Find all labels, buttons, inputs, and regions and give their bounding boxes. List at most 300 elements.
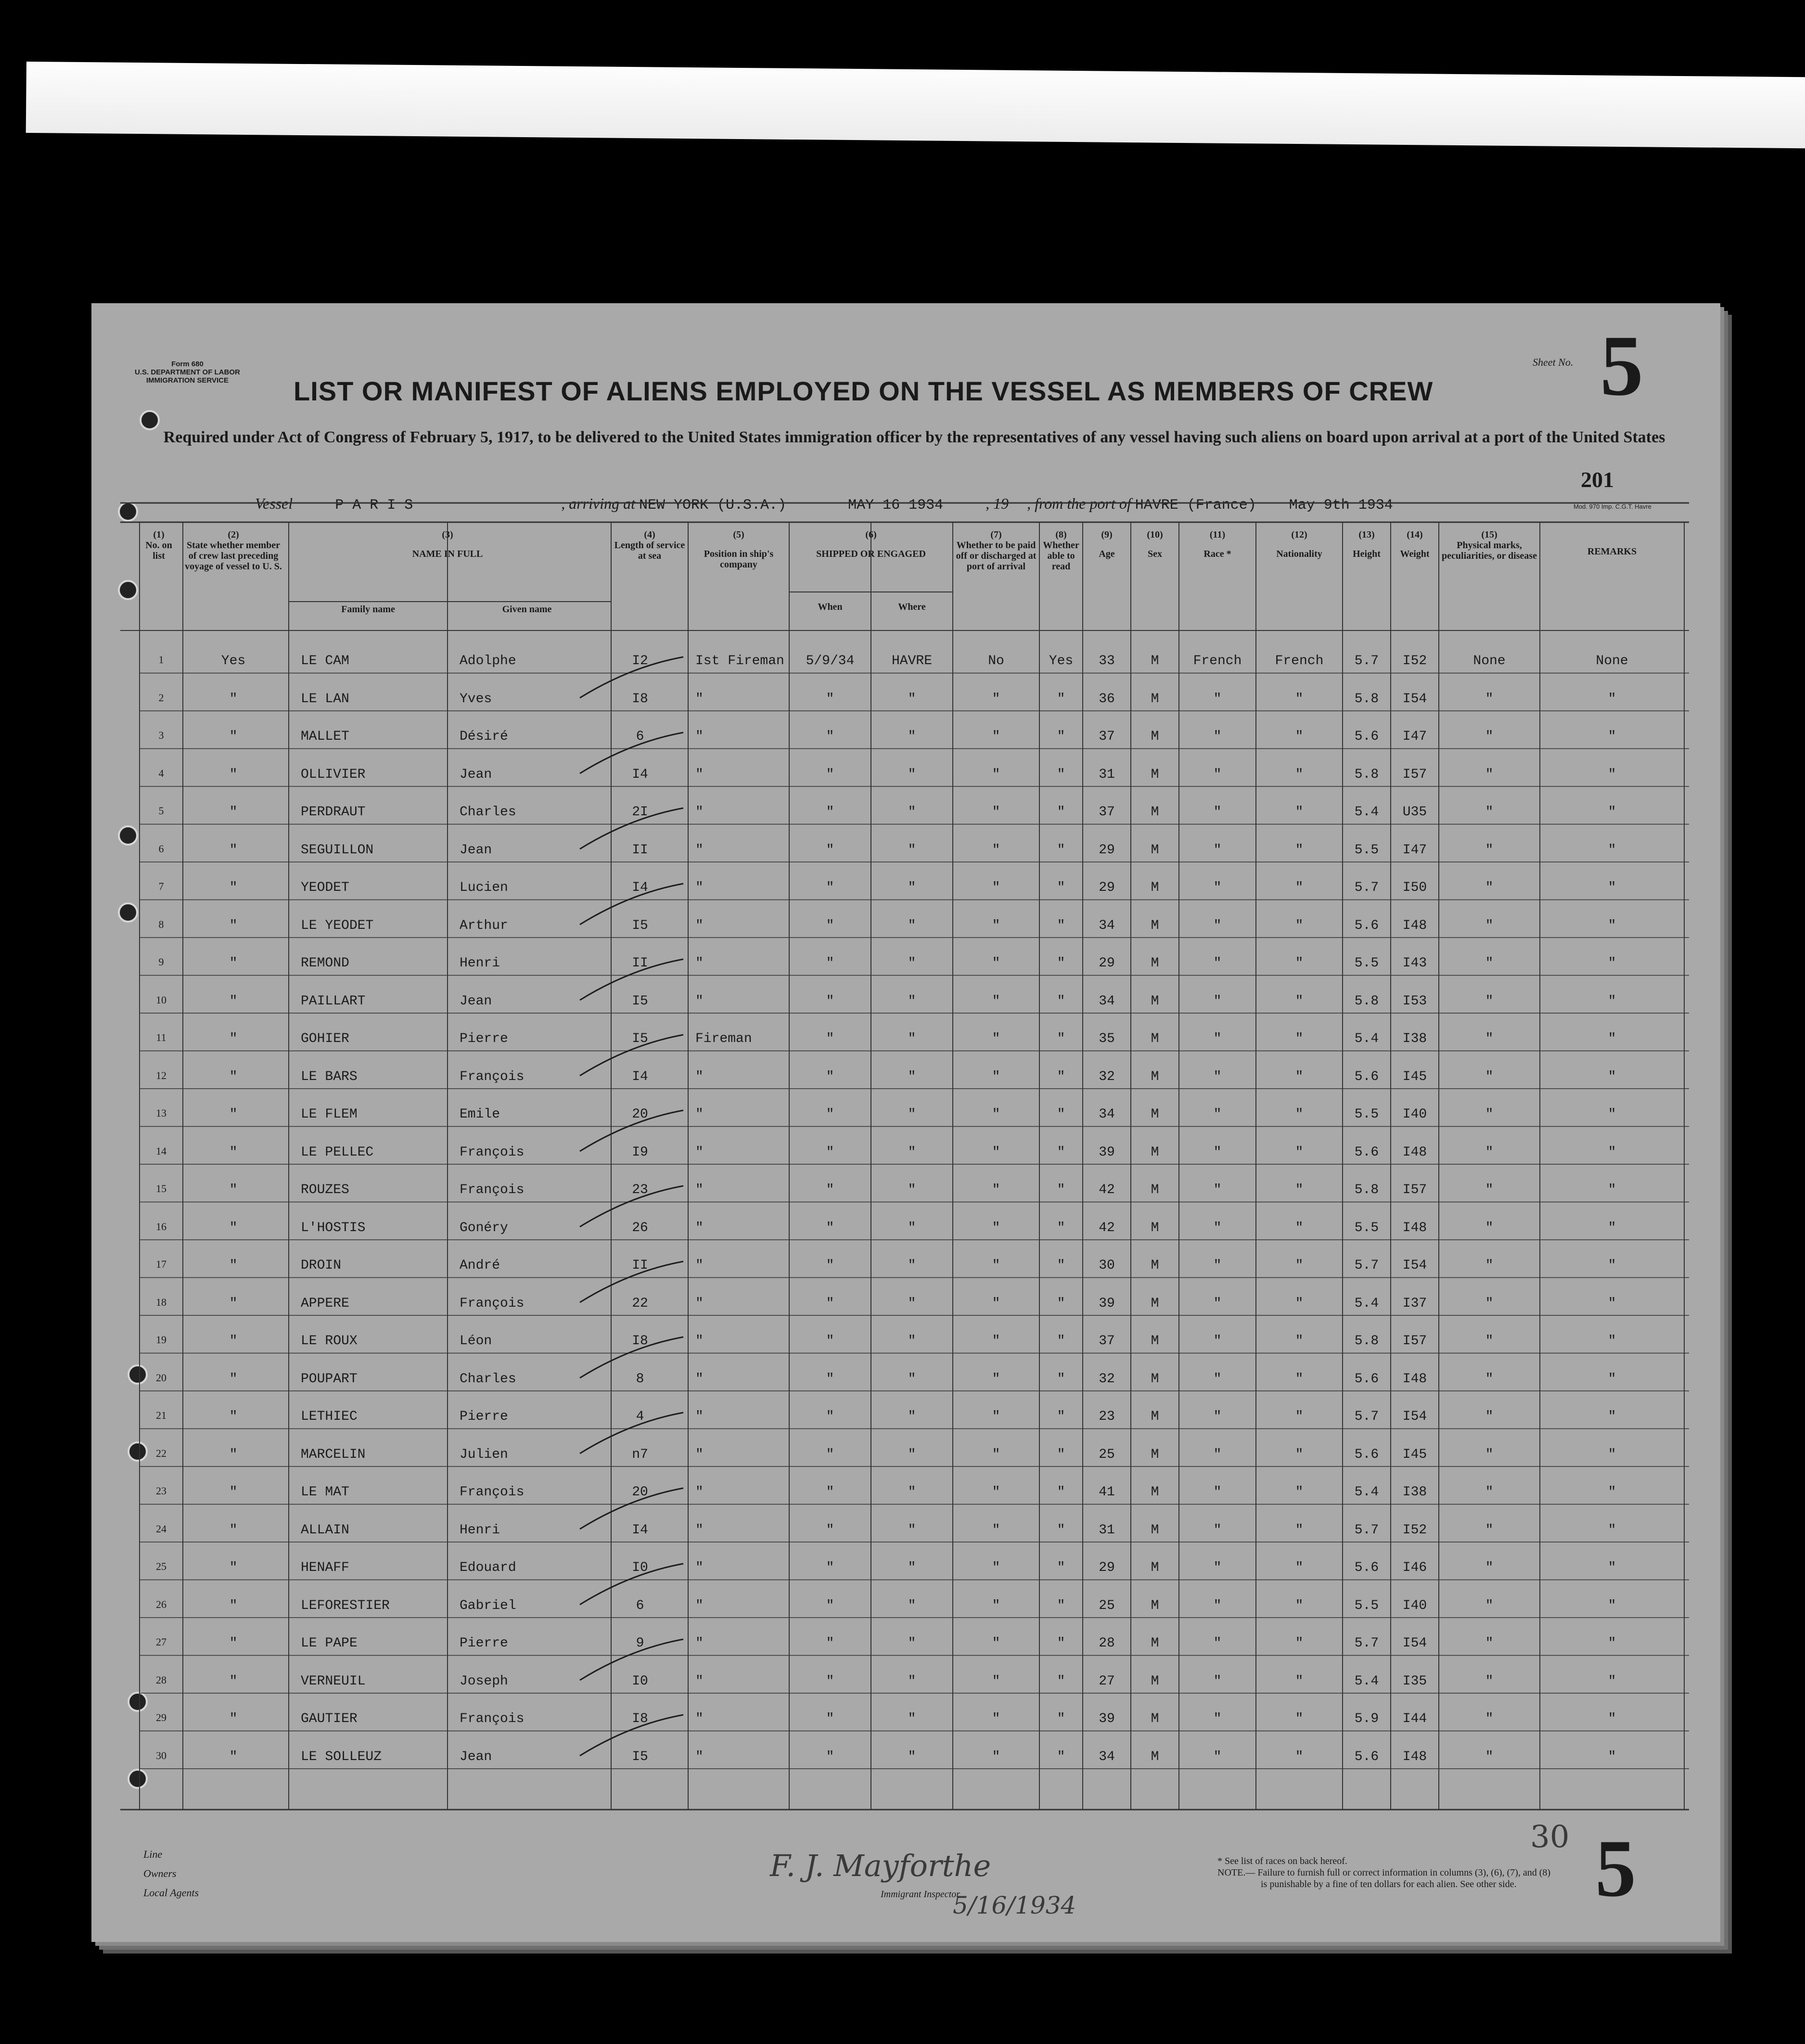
- cell-no: 26: [156, 1598, 166, 1610]
- cell-where: ": [908, 1220, 916, 1235]
- cell-service: 20: [632, 1107, 648, 1122]
- cell-service: 4: [636, 1409, 644, 1424]
- cell-when: ": [826, 1447, 834, 1462]
- cell-paid: ": [992, 1673, 1000, 1689]
- cell-race: ": [1213, 691, 1222, 707]
- cell-given: Gabriel: [460, 1598, 516, 1613]
- cell-nat: ": [1295, 1749, 1304, 1764]
- cell-read: ": [1057, 1183, 1065, 1197]
- cell-paid: ": [992, 880, 1000, 895]
- cell-service: I4: [632, 1069, 648, 1084]
- cell-sex: M: [1151, 956, 1159, 971]
- cell-read: ": [1057, 1522, 1065, 1538]
- cell-position: ": [695, 691, 704, 707]
- cell-position: ": [695, 993, 704, 1009]
- cell-no: 27: [156, 1636, 166, 1648]
- tally-stroke: [580, 1110, 683, 1151]
- cell-race: ": [1213, 1069, 1222, 1084]
- cell-position: ": [695, 1296, 704, 1311]
- cell-family: LETHIEC: [301, 1409, 358, 1424]
- sheet-number: 5: [1600, 318, 1643, 413]
- cell-weight: I40: [1402, 1107, 1427, 1122]
- cell-remarks: ": [1608, 1069, 1616, 1084]
- cell-remarks: ": [1608, 1258, 1616, 1273]
- cell-service: I5: [632, 918, 648, 933]
- cell-weight: I35: [1402, 1673, 1427, 1689]
- cell-nat: French: [1275, 654, 1324, 668]
- cell-family: POUPART: [301, 1371, 358, 1387]
- cell-read: ": [1057, 880, 1065, 895]
- cell-marks: ": [1485, 1447, 1494, 1462]
- cell-no: 6: [158, 842, 164, 855]
- cell-nat: ": [1295, 1598, 1304, 1613]
- cell-nat: ": [1295, 805, 1304, 820]
- cell-service: I4: [632, 767, 648, 782]
- cell-service: 20: [632, 1485, 648, 1500]
- cell-where: ": [908, 691, 916, 707]
- cell-when: ": [826, 691, 834, 707]
- cell-where: ": [908, 1144, 916, 1160]
- cell-family: PAILLART: [301, 993, 366, 1009]
- cell-marks: ": [1485, 1749, 1494, 1764]
- cell-height: 5.8: [1354, 1334, 1379, 1349]
- cell-where: ": [908, 842, 916, 858]
- cell-read: ": [1057, 805, 1065, 820]
- cell-paid: ": [992, 1031, 1000, 1046]
- cell-position: ": [695, 1220, 704, 1235]
- cell-paid: ": [992, 1409, 1000, 1424]
- cell-paid: ": [992, 1447, 1000, 1462]
- cell-weight: I48: [1402, 1144, 1427, 1160]
- cell-read: ": [1057, 1711, 1065, 1726]
- cell-race: ": [1213, 1409, 1222, 1424]
- cell-service: 6: [636, 729, 644, 744]
- cell-age: 30: [1099, 1258, 1115, 1273]
- cell-marks: ": [1485, 1409, 1494, 1424]
- cell-race: ": [1213, 1371, 1222, 1387]
- cell-race: ": [1213, 918, 1222, 933]
- cell-when: ": [826, 1409, 834, 1424]
- cell-where: ": [908, 1069, 916, 1084]
- cell-position: ": [695, 1598, 704, 1613]
- cell-marks: ": [1485, 1598, 1494, 1613]
- cell-race: ": [1213, 842, 1222, 858]
- cell-read: ": [1057, 729, 1065, 744]
- cell-when: ": [826, 1258, 834, 1273]
- cell-service: I9: [632, 1144, 648, 1160]
- cell-remarks: ": [1608, 1636, 1616, 1651]
- cell-given: Jean: [460, 1749, 492, 1764]
- cell-height: 5.7: [1354, 880, 1379, 895]
- cell-sex: M: [1151, 1522, 1159, 1538]
- cell-where: ": [908, 805, 916, 820]
- cell-nat: ": [1295, 767, 1304, 782]
- cell-no: 29: [156, 1711, 166, 1723]
- cell-when: ": [826, 880, 834, 895]
- cell-service: II: [632, 1258, 648, 1273]
- cell-when: ": [826, 767, 834, 782]
- cell-weight: I57: [1402, 1183, 1427, 1197]
- cell-crew: ": [229, 1598, 238, 1613]
- cell-age: 23: [1099, 1409, 1115, 1424]
- cell-when: ": [826, 1749, 834, 1764]
- cell-nat: ": [1295, 1144, 1304, 1160]
- inspector-label: Immigrant Inspector.: [881, 1889, 961, 1900]
- cell-nat: ": [1295, 1371, 1304, 1387]
- cell-crew: ": [229, 1371, 238, 1387]
- cell-race: ": [1213, 1258, 1222, 1273]
- cell-family: LE CAM: [301, 654, 349, 668]
- cell-age: 29: [1099, 880, 1115, 895]
- cell-nat: ": [1295, 842, 1304, 858]
- arrival-date: MAY 16 1934: [848, 497, 944, 514]
- cell-sex: M: [1151, 1183, 1159, 1197]
- cell-height: 5.6: [1354, 729, 1379, 744]
- cell-no: 28: [156, 1673, 166, 1686]
- cell-marks: ": [1485, 691, 1494, 707]
- cell-read: ": [1057, 1031, 1065, 1046]
- cell-crew: ": [229, 1107, 238, 1122]
- printer-note: Mod. 970 Imp. C.G.T. Havre: [1574, 503, 1651, 510]
- cell-nat: ": [1295, 1183, 1304, 1197]
- cell-when: ": [826, 993, 834, 1009]
- cell-height: 5.5: [1354, 1107, 1379, 1122]
- cell-weight: I54: [1402, 1258, 1427, 1273]
- cell-no: 16: [156, 1220, 166, 1233]
- cell-when: ": [826, 918, 834, 933]
- header-no: (1) No. on list: [145, 529, 172, 561]
- cell-given: Pierre: [460, 1636, 508, 1651]
- cell-paid: ": [992, 993, 1000, 1009]
- signature-date: 5/16/1934: [953, 1891, 1076, 1919]
- header-where: Where: [898, 602, 926, 612]
- cell-family: LE YEODET: [301, 918, 374, 933]
- cell-given: Yves: [460, 691, 492, 707]
- cell-age: 39: [1099, 1144, 1115, 1160]
- header-weight: (14) Weight: [1400, 529, 1430, 559]
- cell-family: LE LAN: [301, 691, 349, 707]
- cell-when: ": [826, 1522, 834, 1538]
- cell-given: Jean: [460, 767, 492, 782]
- cell-height: 5.7: [1354, 654, 1379, 668]
- note-failure: NOTE.— Failure to furnish full or correct information in columns (3), (6), (7), and (8): [1217, 1867, 1551, 1878]
- footer-owners-label: Owners: [143, 1867, 177, 1879]
- cell-position: ": [695, 1522, 704, 1538]
- cell-remarks: ": [1608, 842, 1616, 858]
- cell-paid: ": [992, 691, 1000, 707]
- cell-nat: ": [1295, 1069, 1304, 1084]
- cell-height: 5.6: [1354, 1144, 1379, 1160]
- cell-crew: ": [229, 1258, 238, 1273]
- cell-age: 28: [1099, 1636, 1115, 1651]
- cell-service: 23: [632, 1183, 648, 1197]
- note-races: * See list of races on back hereof.: [1217, 1856, 1347, 1866]
- cell-no: 24: [156, 1522, 166, 1535]
- cell-height: 5.4: [1354, 1673, 1379, 1689]
- cell-height: 5.8: [1354, 767, 1379, 782]
- cell-when: ": [826, 1485, 834, 1500]
- cell-weight: I50: [1402, 880, 1427, 895]
- vessel-label: Vessel: [255, 495, 293, 512]
- sheet-number-bottom: 5: [1595, 1823, 1636, 1914]
- cell-age: 37: [1099, 805, 1115, 820]
- cell-remarks: ": [1608, 880, 1616, 895]
- cell-race: ": [1213, 1485, 1222, 1500]
- cell-read: ": [1057, 1447, 1065, 1462]
- cell-no: 30: [156, 1749, 166, 1761]
- vessel-name: P A R I S: [335, 497, 413, 514]
- cell-given: Edouard: [460, 1560, 516, 1575]
- cell-sex: M: [1151, 1673, 1159, 1689]
- cell-race: ": [1213, 1522, 1222, 1538]
- cell-where: ": [908, 1447, 916, 1462]
- form-service: IMMIGRATION SERVICE: [146, 376, 229, 385]
- cell-given: Lucien: [460, 880, 508, 895]
- form-department: U.S. DEPARTMENT OF LABOR: [135, 368, 240, 376]
- cell-where: ": [908, 956, 916, 971]
- cell-marks: ": [1485, 880, 1494, 895]
- cell-weight: I57: [1402, 1334, 1427, 1349]
- cell-position: ": [695, 918, 704, 933]
- cell-nat: ": [1295, 1258, 1304, 1273]
- cell-height: 5.4: [1354, 1031, 1379, 1046]
- cell-given: François: [460, 1069, 525, 1084]
- cell-position: ": [695, 1485, 704, 1500]
- footer-line-label: Line: [143, 1848, 163, 1860]
- cell-sex: M: [1151, 691, 1159, 707]
- cell-marks: ": [1485, 1334, 1494, 1349]
- cell-where: ": [908, 1560, 916, 1575]
- cell-remarks: ": [1608, 993, 1616, 1009]
- cell-height: 5.6: [1354, 918, 1379, 933]
- cell-when: ": [826, 805, 834, 820]
- cell-crew: ": [229, 1522, 238, 1538]
- cell-race: ": [1213, 1598, 1222, 1613]
- cell-sex: M: [1151, 842, 1159, 858]
- cell-read: ": [1057, 1485, 1065, 1500]
- cell-weight: I37: [1402, 1296, 1427, 1311]
- cell-age: 39: [1099, 1711, 1115, 1726]
- tally-stroke: [580, 808, 683, 849]
- cell-height: 5.5: [1354, 956, 1379, 971]
- cell-sex: M: [1151, 1107, 1159, 1122]
- tally-stroke: [580, 1413, 683, 1453]
- cell-given: Jean: [460, 993, 492, 1009]
- cell-nat: ": [1295, 1560, 1304, 1575]
- cell-crew: ": [229, 1636, 238, 1651]
- cell-paid: ": [992, 1711, 1000, 1726]
- cell-when: ": [826, 1636, 834, 1651]
- cell-remarks: ": [1608, 1296, 1616, 1311]
- cell-no: 25: [156, 1560, 166, 1572]
- cell-weight: I57: [1402, 767, 1427, 782]
- cell-where: HAVRE: [891, 654, 932, 668]
- header-race: (11) Race *: [1203, 529, 1231, 559]
- cell-position: ": [695, 1371, 704, 1387]
- cell-read: ": [1057, 1107, 1065, 1122]
- cell-height: 5.4: [1354, 1485, 1379, 1500]
- cell-weight: I45: [1402, 1069, 1427, 1084]
- cell-where: ": [908, 993, 916, 1009]
- cell-position: ": [695, 880, 704, 895]
- cell-family: LEFORESTIER: [301, 1598, 390, 1613]
- cell-marks: None: [1473, 654, 1506, 668]
- cell-height: 5.6: [1354, 1371, 1379, 1387]
- cell-where: ": [908, 1334, 916, 1349]
- cell-position: ": [695, 1069, 704, 1084]
- cell-height: 5.8: [1354, 993, 1379, 1009]
- cell-no: 9: [158, 956, 164, 968]
- cell-race: ": [1213, 880, 1222, 895]
- cell-where: ": [908, 1409, 916, 1424]
- from-label: , from the port of: [1027, 495, 1131, 512]
- header-shipped: (6) SHIPPED OR ENGAGED: [816, 529, 926, 559]
- cell-service: II: [632, 842, 648, 858]
- cell-when: ": [826, 1598, 834, 1613]
- cell-read: ": [1057, 1598, 1065, 1613]
- cell-nat: ": [1295, 691, 1304, 707]
- cell-sex: M: [1151, 729, 1159, 744]
- cell-service: I8: [632, 691, 648, 707]
- cell-no: 13: [156, 1107, 166, 1119]
- cell-weight: I48: [1402, 918, 1427, 933]
- cell-marks: ": [1485, 918, 1494, 933]
- cell-given: Henri: [460, 1522, 500, 1538]
- cell-given: Henri: [460, 956, 500, 971]
- cell-marks: ": [1485, 1069, 1494, 1084]
- cell-where: ": [908, 1522, 916, 1538]
- cell-weight: I43: [1402, 956, 1427, 971]
- cell-height: 5.5: [1354, 842, 1379, 858]
- header-age: (9) Age: [1099, 529, 1115, 559]
- cell-when: ": [826, 729, 834, 744]
- cell-sex: M: [1151, 993, 1159, 1009]
- cell-read: ": [1057, 1371, 1065, 1387]
- cell-given: Désiré: [460, 729, 508, 744]
- cell-service: 22: [632, 1296, 648, 1311]
- cell-race: ": [1213, 1447, 1222, 1462]
- cell-race: ": [1213, 1107, 1222, 1122]
- cell-service: I0: [632, 1673, 648, 1689]
- cell-race: ": [1213, 1711, 1222, 1726]
- cell-family: DROIN: [301, 1258, 342, 1273]
- cell-height: 5.6: [1354, 1069, 1379, 1084]
- cell-given: François: [460, 1183, 525, 1197]
- cell-height: 5.8: [1354, 691, 1379, 707]
- cell-read: ": [1057, 918, 1065, 933]
- cell-height: 5.7: [1354, 1409, 1379, 1424]
- page-number: 201: [1581, 467, 1614, 492]
- cell-marks: ": [1485, 1220, 1494, 1235]
- cell-given: Gonéry: [460, 1220, 508, 1235]
- tally-stroke: [580, 1035, 683, 1076]
- tally-stroke: [580, 733, 683, 773]
- cell-crew: ": [229, 1144, 238, 1160]
- cell-remarks: ": [1608, 956, 1616, 971]
- header-family: Family name: [341, 604, 395, 615]
- cell-when: ": [826, 842, 834, 858]
- cell-sex: M: [1151, 1711, 1159, 1726]
- cell-age: 39: [1099, 1296, 1115, 1311]
- cell-no: 3: [158, 729, 164, 741]
- tally-stroke: [580, 1488, 683, 1529]
- cell-where: ": [908, 1673, 916, 1689]
- cell-position: Fireman: [695, 1031, 752, 1046]
- cell-remarks: None: [1596, 654, 1628, 668]
- cell-service: 26: [632, 1220, 648, 1235]
- cell-family: LE BARS: [301, 1069, 358, 1084]
- cell-crew: ": [229, 880, 238, 895]
- note-fine: is punishable by a fine of ten dollars for each alien. See other side.: [1261, 1879, 1517, 1890]
- cell-given: François: [460, 1296, 525, 1311]
- cell-paid: ": [992, 805, 1000, 820]
- cell-nat: ": [1295, 1107, 1304, 1122]
- cell-given: François: [460, 1144, 525, 1160]
- cell-age: 29: [1099, 956, 1115, 971]
- cell-weight: I38: [1402, 1485, 1427, 1500]
- cell-crew: ": [229, 1220, 238, 1235]
- cell-age: 42: [1099, 1220, 1115, 1235]
- cell-paid: ": [992, 1069, 1000, 1084]
- document-subtitle: Required under Act of Congress of February 5, 1917, to be delivered to the United States immigration officer by the representatives of any vessel having such aliens on board upon arrival at a port of the United States: [163, 428, 1665, 446]
- cell-weight: I48: [1402, 1220, 1427, 1235]
- cell-age: 29: [1099, 842, 1115, 858]
- cell-age: 34: [1099, 918, 1115, 933]
- cell-age: 34: [1099, 993, 1115, 1009]
- cell-given: François: [460, 1711, 525, 1726]
- cell-position: ": [695, 805, 704, 820]
- cell-when: ": [826, 956, 834, 971]
- cell-age: 37: [1099, 729, 1115, 744]
- cell-family: GOHIER: [301, 1031, 349, 1046]
- cell-no: 17: [156, 1258, 166, 1270]
- cell-position: ": [695, 1673, 704, 1689]
- cell-remarks: ": [1608, 1144, 1616, 1160]
- cell-age: 41: [1099, 1485, 1115, 1500]
- cell-remarks: ": [1608, 1560, 1616, 1575]
- cell-service: I5: [632, 1031, 648, 1046]
- cell-age: 34: [1099, 1107, 1115, 1122]
- cell-race: ": [1213, 1749, 1222, 1764]
- cell-crew: ": [229, 1183, 238, 1197]
- cell-position: ": [695, 1447, 704, 1462]
- cell-height: 5.4: [1354, 1296, 1379, 1311]
- cell-given: Jean: [460, 842, 492, 858]
- cell-paid: ": [992, 1220, 1000, 1235]
- cell-sex: M: [1151, 880, 1159, 895]
- cell-race: ": [1213, 1220, 1222, 1235]
- cell-weight: I38: [1402, 1031, 1427, 1046]
- cell-race: ": [1213, 1183, 1222, 1197]
- sheet-label: Sheet No.: [1533, 356, 1574, 368]
- top-paper-strip: [26, 62, 1805, 148]
- cell-sex: M: [1151, 1409, 1159, 1424]
- cell-family: OLLIVIER: [301, 767, 366, 782]
- cell-sex: M: [1151, 767, 1159, 782]
- cell-position: Ist Fireman: [695, 654, 784, 668]
- cell-age: 34: [1099, 1749, 1115, 1764]
- cell-race: ": [1213, 993, 1222, 1009]
- cell-crew: ": [229, 1485, 238, 1500]
- cell-service: I5: [632, 1749, 648, 1764]
- cell-family: VERNEUIL: [301, 1673, 366, 1689]
- cell-crew: ": [229, 767, 238, 782]
- cell-age: 31: [1099, 1522, 1115, 1538]
- cell-race: ": [1213, 1673, 1222, 1689]
- cell-position: ": [695, 767, 704, 782]
- cell-position: ": [695, 1636, 704, 1651]
- cell-marks: ": [1485, 1560, 1494, 1575]
